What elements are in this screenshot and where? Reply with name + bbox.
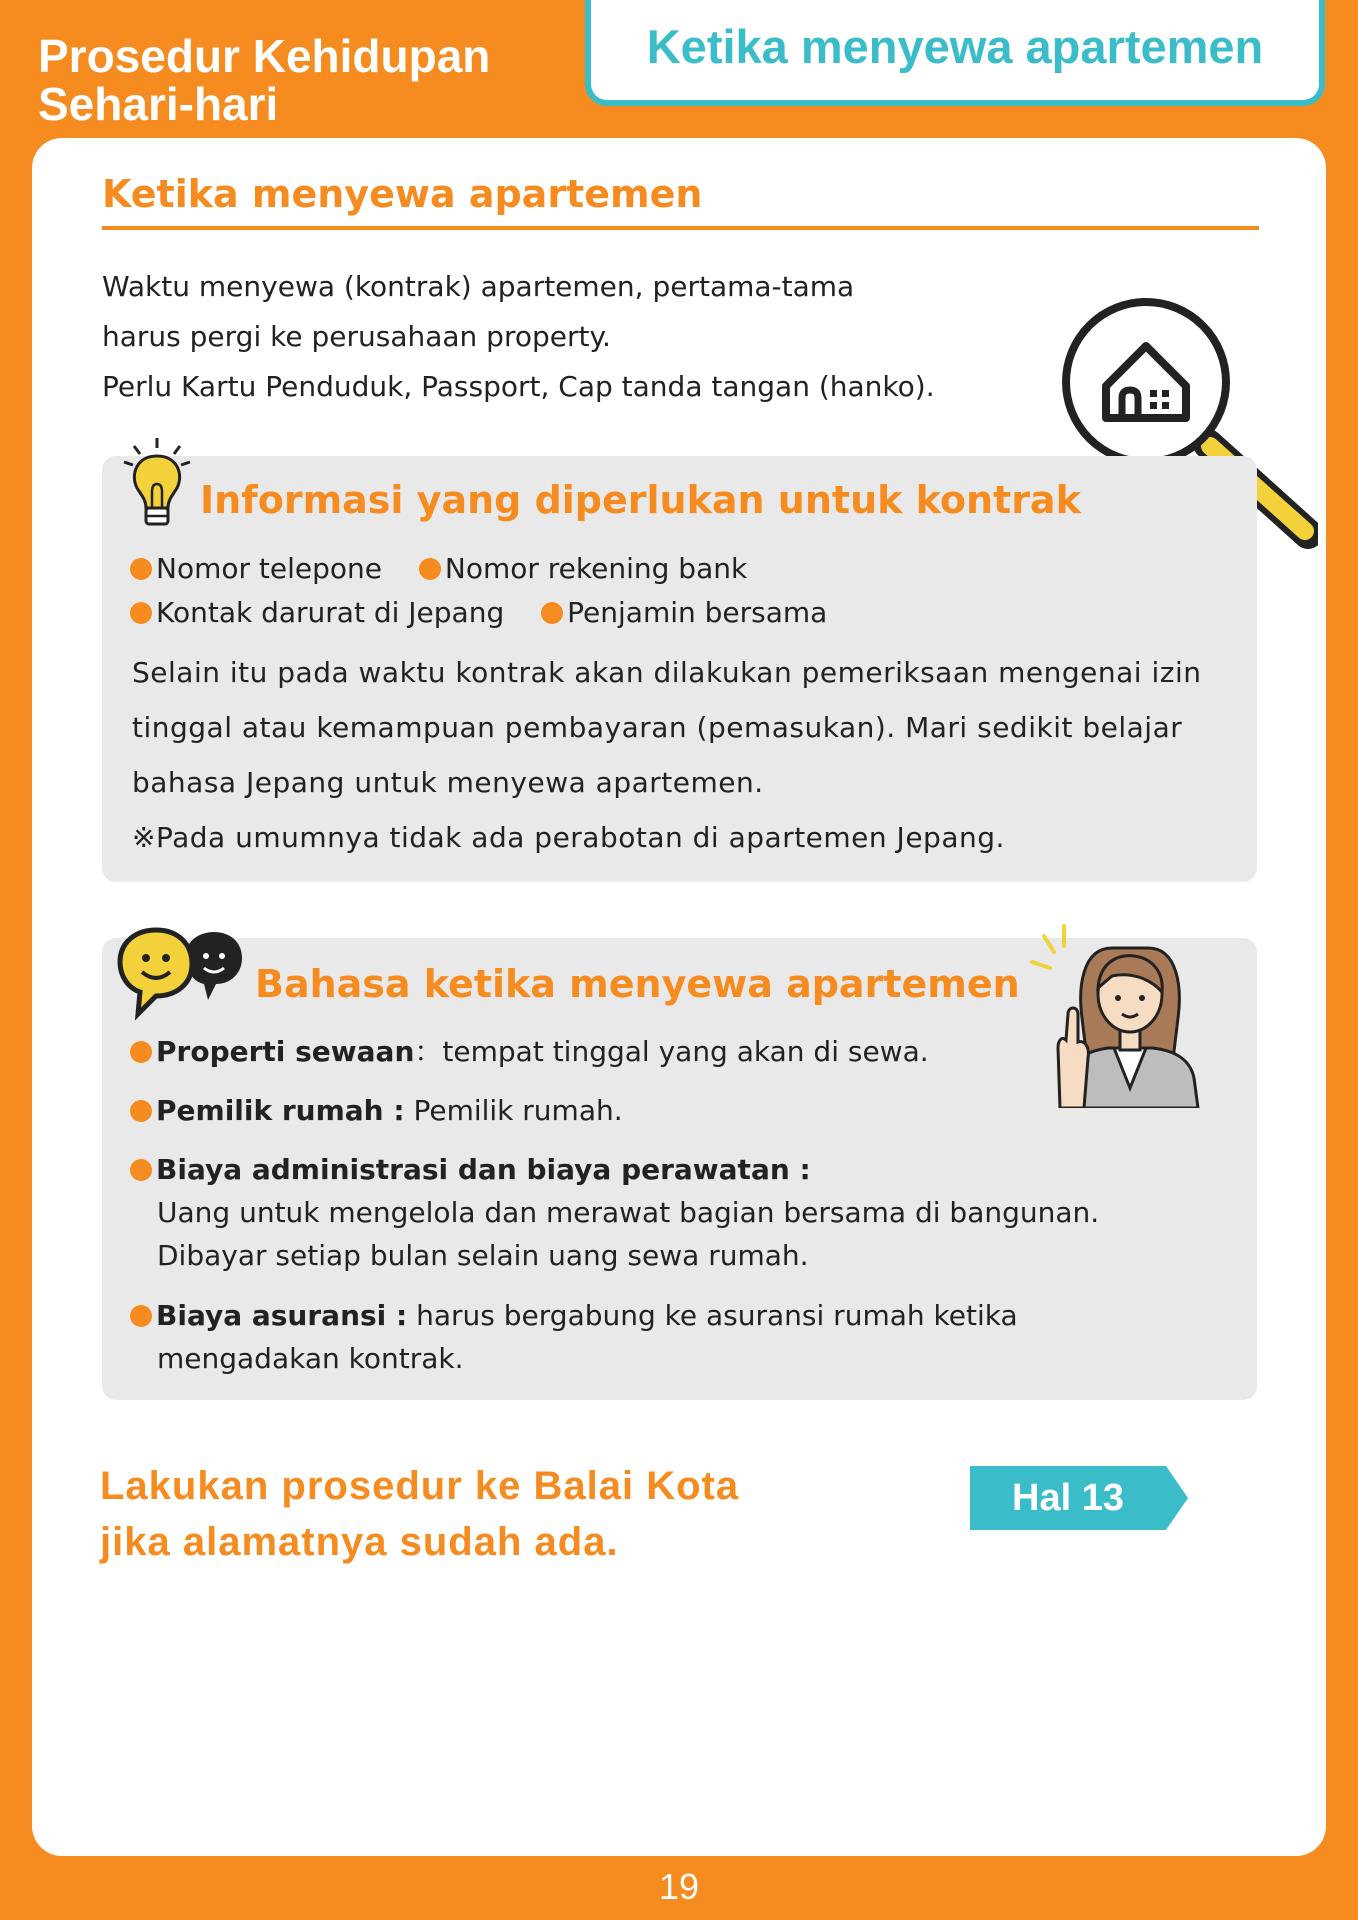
- term-definition: tempat tinggal yang akan di sewa.: [442, 1035, 929, 1068]
- requirement-label: Penjamin bersama: [567, 596, 828, 629]
- lightbulb-icon: [122, 434, 192, 534]
- page-number: 19: [658, 1866, 700, 1907]
- intro-text: [102, 262, 935, 412]
- term-separator: ：: [414, 1035, 443, 1068]
- intro-line: Waktu menyewa (kontrak) apartemen, pertama-tama: [102, 270, 855, 303]
- term-name: Properti sewaan: [156, 1035, 415, 1068]
- header-category-line1: Prosedur Kehidupan: [38, 30, 491, 82]
- requirement-item: [541, 596, 827, 629]
- bullet-dot: [130, 1159, 152, 1181]
- contract-info-paragraph: [132, 645, 1242, 865]
- term-definition: Pemilik rumah.: [413, 1094, 623, 1127]
- bullet-dot: [130, 1100, 152, 1122]
- bottom-note: [100, 1458, 739, 1570]
- requirement-item: [419, 552, 747, 585]
- term-name: Biaya asuransi :: [156, 1299, 408, 1332]
- paragraph-line: bahasa Jepang untuk menyewa apartemen.: [132, 766, 764, 799]
- term-definition: Dibayar setiap bulan selain uang sewa rumah.: [157, 1239, 809, 1272]
- header-category: [38, 32, 490, 128]
- contract-info-title: Informasi yang diperlukan untuk kontrak: [200, 478, 1081, 522]
- term-name: Pemilik rumah :: [156, 1094, 405, 1127]
- requirement-row: [130, 552, 775, 585]
- bullet-dot: [130, 1305, 152, 1327]
- chat-bubbles-icon: [116, 926, 246, 1026]
- section-title: Ketika menyewa apartemen: [102, 172, 1259, 230]
- vocabulary-term: [130, 1030, 929, 1073]
- requirement-label: Nomor telepone: [156, 552, 382, 585]
- term-definition: Uang untuk mengelola dan merawat bagian bersama di bangunan.: [157, 1196, 1100, 1229]
- paragraph-line: Selain itu pada waktu kontrak akan dilakukan pemeriksaan mengenai izin: [132, 656, 1202, 689]
- intro-line: Perlu Kartu Penduduk, Passport, Cap tanda tangan (hanko).: [102, 370, 935, 403]
- page-reference-tag[interactable]: [970, 1466, 1190, 1530]
- requirement-label: Nomor rekening bank: [444, 552, 748, 585]
- requirement-item: [130, 552, 382, 585]
- vocabulary-term: [130, 1089, 623, 1132]
- requirement-label: Kontak darurat di Jepang: [156, 596, 505, 629]
- term-name: Biaya administrasi dan biaya perawatan :: [156, 1153, 811, 1186]
- header-tab: [585, 0, 1325, 106]
- requirement-item: [130, 596, 504, 629]
- intro-line: harus pergi ke perusahaan property.: [102, 320, 611, 353]
- bullet-dot: [130, 558, 152, 580]
- term-definition: mengadakan kontrak.: [157, 1342, 464, 1375]
- page-reference-label: Hal 13: [1012, 1476, 1124, 1519]
- vocabulary-title: Bahasa ketika menyewa apartemen: [255, 962, 1020, 1006]
- term-separator: [407, 1299, 416, 1332]
- requirement-row: [130, 596, 855, 629]
- header-category-line2: Sehari-hari: [38, 78, 279, 130]
- header-tab-title: Ketika menyewa apartemen: [646, 19, 1264, 73]
- bullet-dot: [541, 602, 563, 624]
- term-definition: harus bergabung ke asuransi rumah ketika: [416, 1299, 1018, 1332]
- paragraph-line: tinggal atau kemampuan pembayaran (pemasukan). Mari sedikit belajar: [132, 711, 1183, 744]
- bullet-dot: [419, 558, 441, 580]
- bullet-dot: [130, 602, 152, 624]
- paragraph-line: ※Pada umumnya tidak ada perabotan di apartemen Jepang.: [132, 821, 1005, 854]
- vocabulary-term: [130, 1294, 1018, 1380]
- vocabulary-term: [130, 1148, 1099, 1277]
- woman-pointing-icon: [1022, 918, 1222, 1108]
- bottom-note-line: jika alamatnya sudah ada.: [100, 1520, 619, 1564]
- bottom-note-line: Lakukan prosedur ke Balai Kota: [100, 1464, 740, 1508]
- bullet-dot: [130, 1041, 152, 1063]
